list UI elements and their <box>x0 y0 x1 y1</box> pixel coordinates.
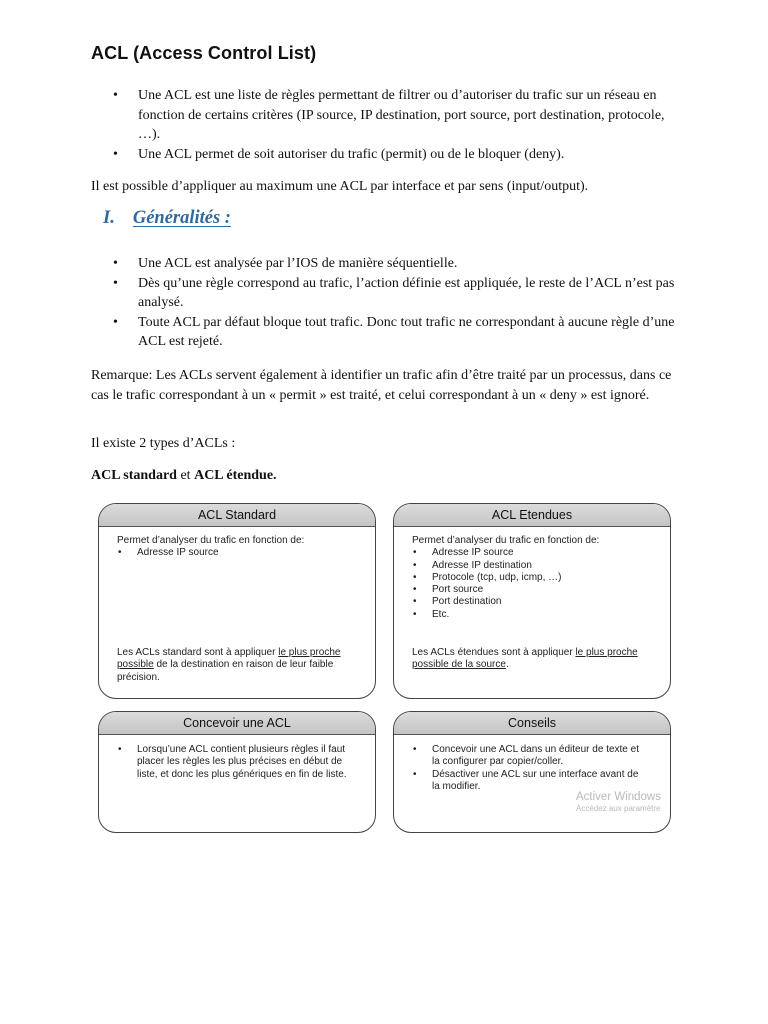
acl-extended-box <box>393 503 671 699</box>
list-item: • Adresse IP source <box>117 547 375 559</box>
list-item: • Adresse IP source <box>412 547 670 559</box>
section-title: Généralités : <box>132 208 231 228</box>
list-item: • Une ACL permet de soit autoriser du trafic (permit) ou de le bloquer (deny). <box>112 145 678 165</box>
watermark-line1: Activer Windows <box>576 791 661 803</box>
types-connector: et <box>176 468 195 483</box>
box-header: Concevoir une ACL <box>99 712 375 735</box>
list-item: • Adresse IP destination <box>412 560 670 572</box>
list-item: • Etc. <box>412 609 670 621</box>
box-list <box>117 744 357 781</box>
footer-underlined: le plus proche possible de la source <box>412 647 638 671</box>
watermark-line2: Accédez aux paramètre <box>576 804 661 813</box>
box-list <box>412 744 642 793</box>
tips-box <box>393 711 671 833</box>
list-item: • Concevoir une ACL dans un éditeur de texte et la configurer par copier/coller. <box>412 744 642 769</box>
section-number: I. <box>103 208 115 228</box>
box-footer <box>117 647 367 684</box>
list-item: • Port destination <box>412 596 670 608</box>
list-item: • Dès qu’une règle correspond au trafic, l’action définie est appliquée, le reste de l’ACL n’est pas analysé. <box>112 274 678 313</box>
list-item: • Port source <box>412 584 670 596</box>
list-item: • Lorsqu’une ACL contient plusieurs règles il faut placer les règles les plus précises en début de liste, et donc les plus génériques en fin de liste. <box>117 744 357 781</box>
list-item: • Une ACL est une liste de règles permettant de filtrer ou d’autoriser du trafic sur un réseau en fonction de certains critères (IP source, IP destination, port source, port destination, protocole, …). <box>112 86 678 145</box>
box-header: ACL Etendues <box>394 504 670 527</box>
acl-standard-label: ACL standard <box>91 468 177 483</box>
box-body <box>394 527 670 621</box>
types-line <box>91 466 681 486</box>
list-item: • Une ACL est analysée par l’IOS de manière séquentielle. <box>112 254 678 274</box>
page-title: ACL (Access Control List) <box>91 43 317 63</box>
footer-underlined: le plus proche possible <box>117 647 341 671</box>
box-body <box>99 735 375 781</box>
footer-text: . <box>505 659 509 671</box>
intro-bullet-list <box>112 86 678 164</box>
footer-text: Les ACLs étendues sont à appliquer <box>412 647 576 658</box>
section-heading <box>103 208 231 229</box>
design-acl-box <box>98 711 376 833</box>
box-list <box>117 547 375 559</box>
types-intro: Il existe 2 types d’ACLs : <box>91 436 236 451</box>
box-body <box>99 527 375 560</box>
footer-text: de la destination en raison de leur faible précision. <box>117 659 334 683</box>
activation-watermark <box>576 791 661 813</box>
list-item: • Désactiver une ACL sur une interface avant de la modifier. <box>412 769 642 794</box>
box-body <box>394 735 670 793</box>
box-header: ACL Standard <box>99 504 375 527</box>
box-intro: Permet d’analyser du trafic en fonction de: <box>117 535 305 546</box>
remarque-paragraph: Remarque: Les ACLs servent également à identifier un trafic afin d’être traité par un processus, dans ce cas le trafic correspondant à un « permit » est traité, et celui correspondant à un « deny » est ignoré. <box>91 368 672 403</box>
box-footer <box>412 647 662 672</box>
interface-paragraph: Il est possible d’appliquer au maximum une ACL par interface et par sens (input/output). <box>91 179 589 194</box>
box-list <box>412 547 670 621</box>
list-item: • Protocole (tcp, udp, icmp, …) <box>412 572 670 584</box>
acl-standard-box <box>98 503 376 699</box>
box-header: Conseils <box>394 712 670 735</box>
acl-extended-label: ACL étendue. <box>194 468 277 483</box>
list-item: • Toute ACL par défaut bloque tout trafic. Donc tout trafic ne correspondant à aucune règle d’une ACL est rejeté. <box>112 313 678 352</box>
box-intro: Permet d’analyser du trafic en fonction de: <box>412 535 600 546</box>
footer-text: Les ACLs standard sont à appliquer <box>117 647 279 658</box>
general-bullet-list <box>112 254 678 352</box>
